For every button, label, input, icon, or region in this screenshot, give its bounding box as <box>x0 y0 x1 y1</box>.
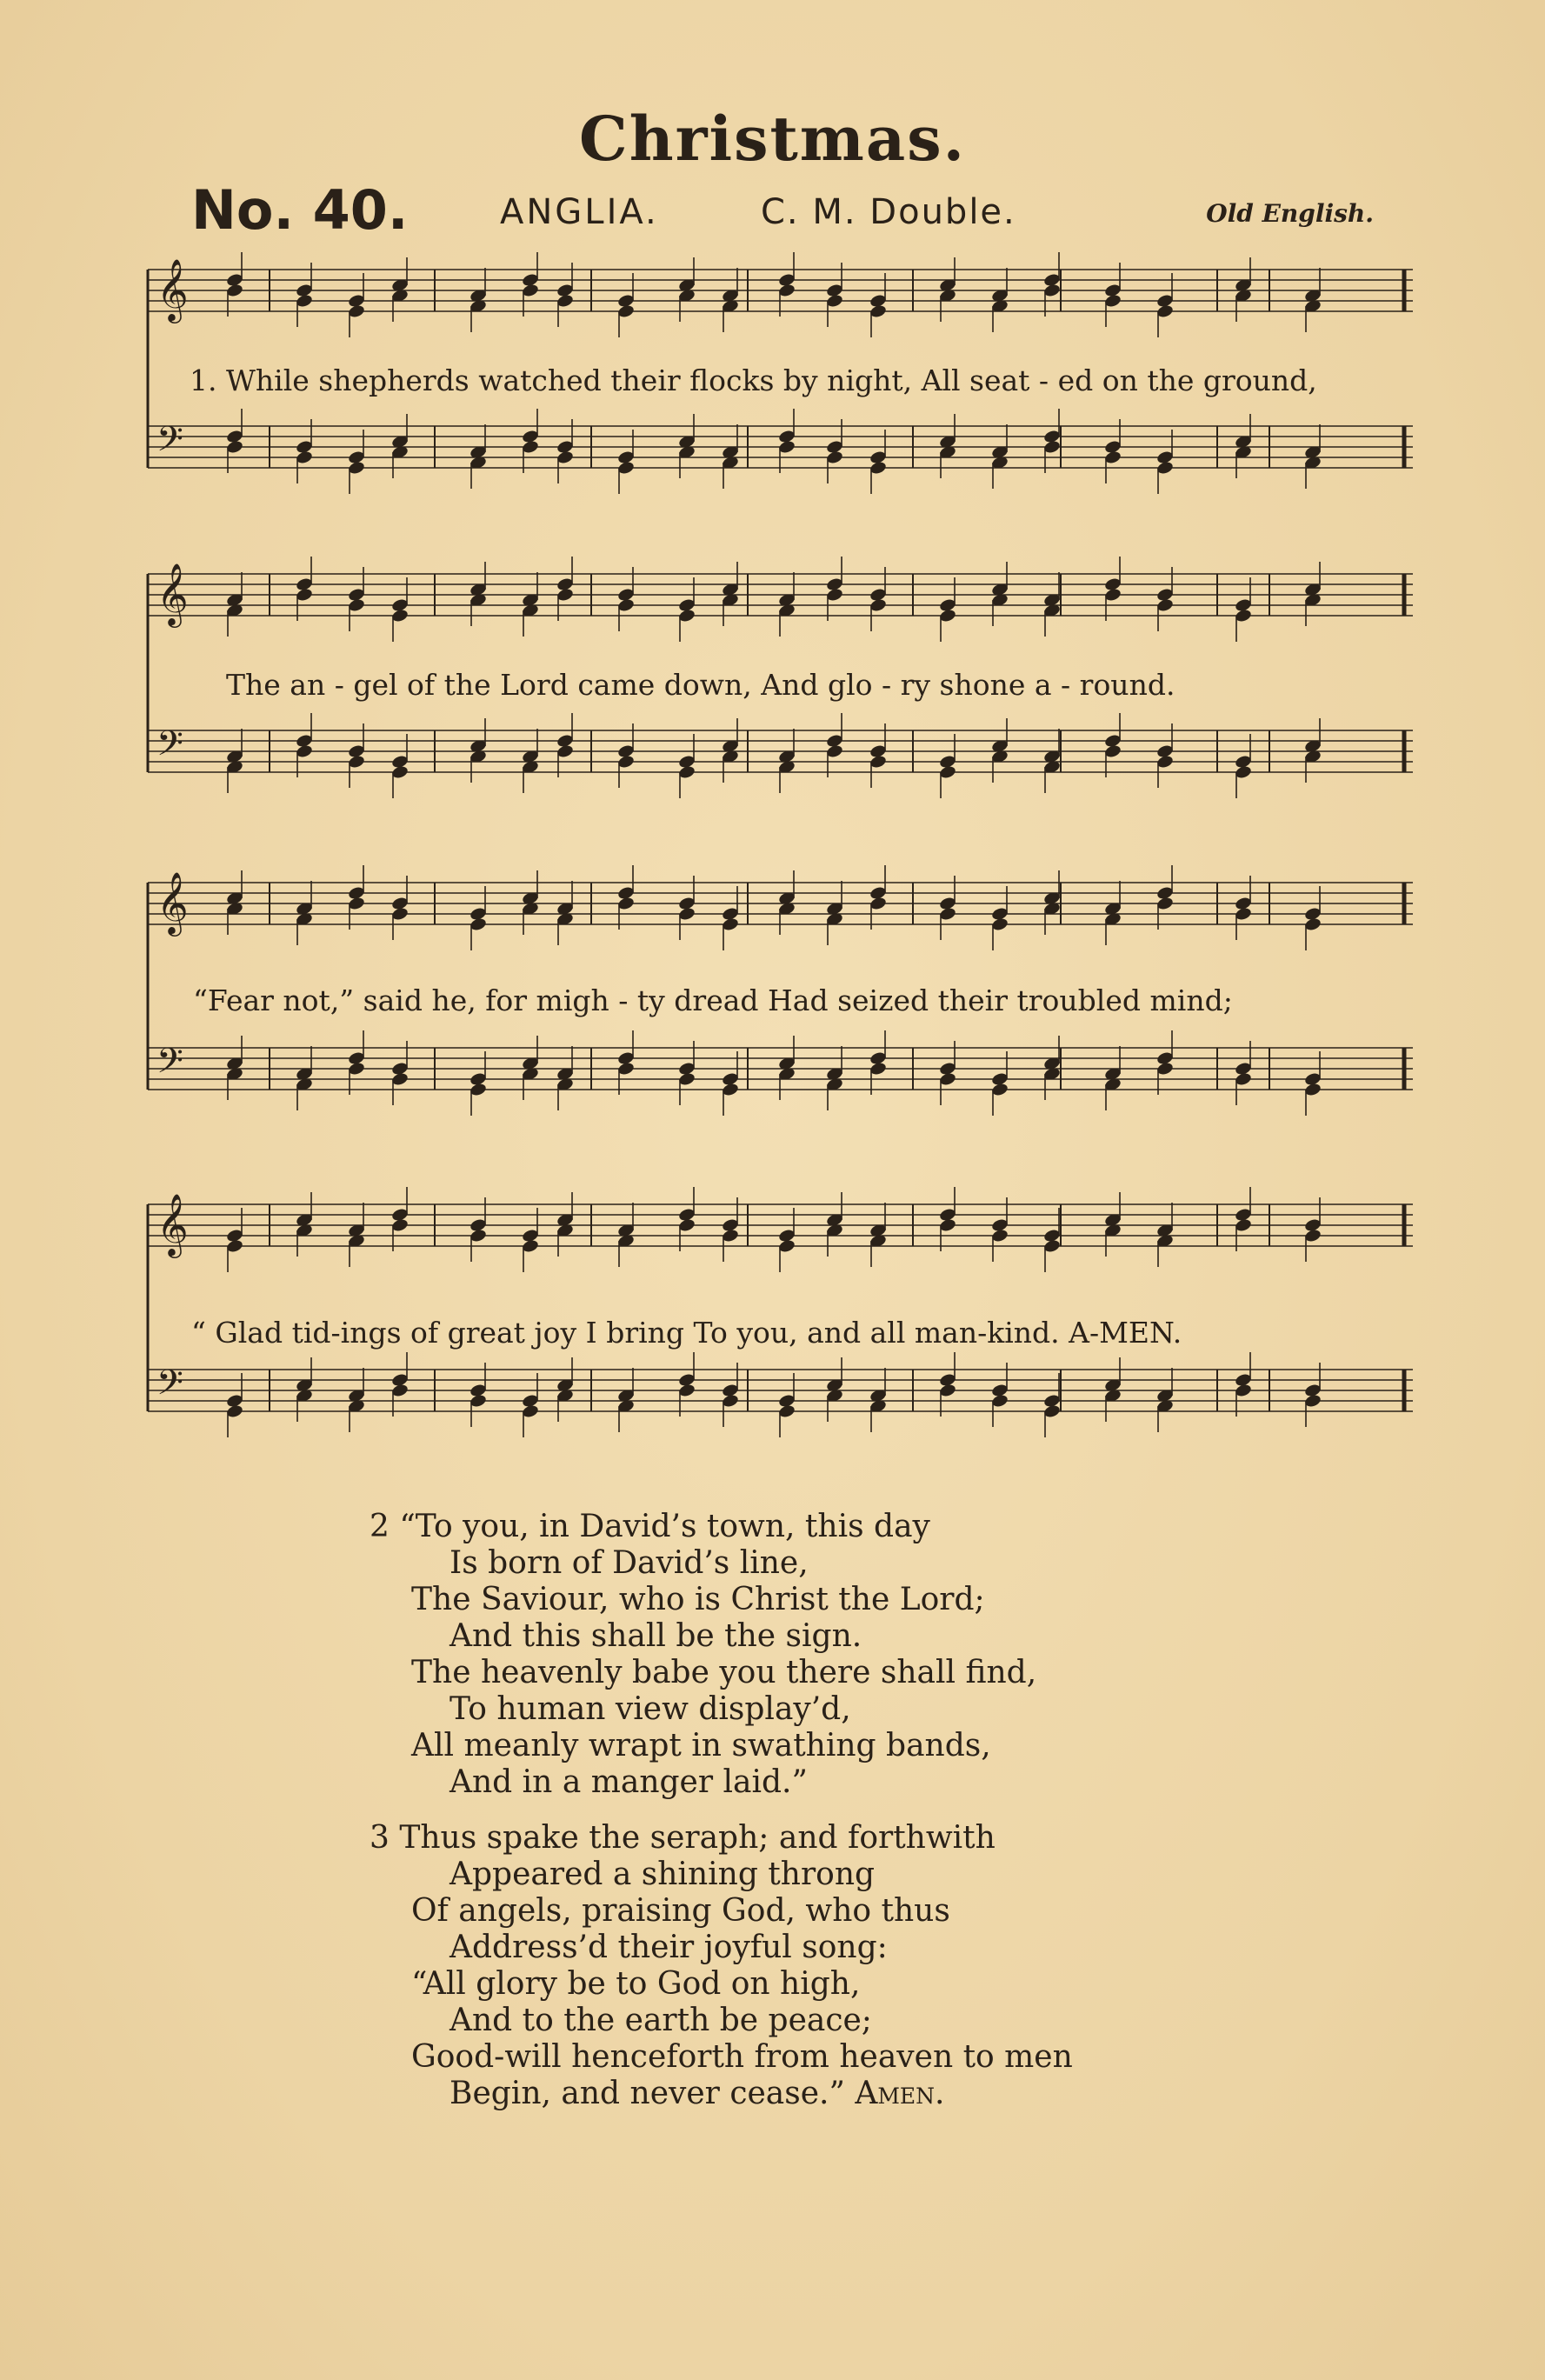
treble-clef: 𝄞 <box>156 562 189 625</box>
verse-line: And to the earth be peace; <box>450 2003 872 2038</box>
verse-line: The heavenly babe you there shall find, <box>411 1655 1037 1690</box>
verse-2 <box>370 1509 1073 1801</box>
treble-clef: 𝄞 <box>156 870 189 934</box>
bass-clef: 𝄢 <box>156 723 183 772</box>
section-title: Christmas. <box>578 103 967 175</box>
treble-clef: 𝄞 <box>156 1192 189 1256</box>
verse-line: To human view display’d, <box>450 1691 851 1727</box>
music-system-4 <box>139 1187 1426 1483</box>
lyric-line-1: 1. While shepherds watched their flocks by night, All seat - ed on the ground, <box>190 363 1317 397</box>
verse-line: Appeared a shining throng <box>450 1857 876 1892</box>
verse-number: 2 <box>370 1509 390 1544</box>
music-system-3 <box>139 865 1426 1161</box>
verse-line: Address’d their joyful song: <box>450 1930 888 1965</box>
tune-source: Old English. <box>1206 199 1374 228</box>
treble-clef: 𝄞 <box>156 257 189 321</box>
verse-line: Good-will henceforth from heaven to men <box>411 2039 1073 2075</box>
verse-line: Begin, and never cease.” Amen. <box>450 2076 945 2111</box>
verse-number: 3 <box>370 1820 390 1856</box>
bass-clef: 𝄢 <box>156 419 183 468</box>
lyric-line-2: The an - gel of the Lord came down, And glo - ry shone a - round. <box>226 668 1175 702</box>
hymn-header <box>191 178 1374 242</box>
verse-line: The Saviour, who is Christ the Lord; <box>411 1582 985 1617</box>
amen-mark: Amen. <box>855 2076 945 2111</box>
verse-3 <box>370 1820 1073 2112</box>
verse-line: 2 “To you, in David’s town, this day <box>370 1509 930 1544</box>
hymn-meter: C. M. Double. <box>761 192 1016 232</box>
music-system-1 <box>139 252 1426 539</box>
hymn-number: No. 40. <box>191 178 409 242</box>
verse-line: And in a manger laid.” <box>450 1764 808 1800</box>
verse-line: All meanly wrapt in swathing bands, <box>411 1728 991 1763</box>
verse-line: Is born of David’s line, <box>450 1545 809 1581</box>
verse-line: Of angels, praising God, who thus <box>411 1893 950 1929</box>
music-system-2 <box>139 557 1426 843</box>
additional-verses <box>370 1509 1073 2131</box>
verse-line: “All glory be to God on high, <box>411 1966 861 2002</box>
verse-line: And this shall be the sign. <box>450 1618 862 1654</box>
bass-clef: 𝄢 <box>156 1041 183 1090</box>
lyric-line-3: “Fear not,” said he, for migh - ty dread Had seized their troubled mind; <box>193 983 1233 1017</box>
bass-clef: 𝄢 <box>156 1363 183 1411</box>
lyric-line-4: “ Glad tid-ings of great joy I bring To you, and all man-kind. A-MEN. <box>191 1316 1182 1350</box>
verse-line: 3 Thus spake the seraph; and forthwith <box>370 1820 996 1856</box>
tune-name: ANGLIA. <box>500 192 659 232</box>
